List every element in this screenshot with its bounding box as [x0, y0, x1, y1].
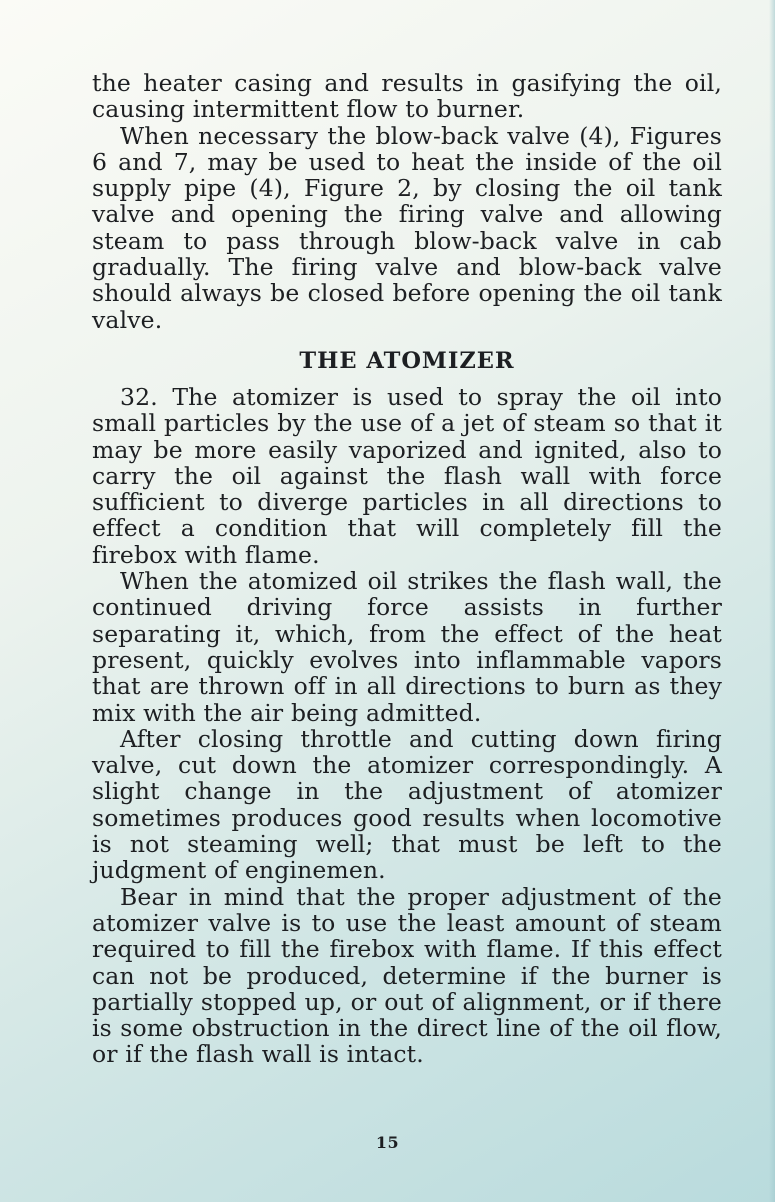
page-edge-shadow — [769, 0, 775, 1202]
paragraph-flash-wall: When the atomized oil strikes the flash wall, the continued driving force assists in further separating it, which, from the effect of the heat present, quickly evolves into inflammable vapors that are thrown off in all directions to burn as they mix with the air being admitted. — [92, 567, 722, 727]
page-number: 15 — [375, 1133, 400, 1152]
page-body — [92, 70, 722, 1068]
paragraph-proper-adjustment: Bear in mind that the proper adjustment of the atomizer valve is to use the least amount of steam required to fill the firebox with flame. If this effect can not be produced, determine if the burner is partially stopped up, or out of alignment, or if there is some obstruction in the direct line of the oil flow, or if the flash wall is intact. — [92, 882, 722, 1069]
paragraph-blow-back-valve: When necessary the blow-back valve (4), Figures 6 and 7, may be used to heat the inside of the oil supply pipe (4), Figure 2, by closing the oil tank valve and opening the firing valve and allowing steam to pass through blow-back valve in cab gradually. The firing valve and blow-back valve should always be closed before opening the oil tank valve. — [92, 121, 722, 334]
paragraph-continued: the heater casing and results in gasifying the oil, causing intermittent flow to burner. — [92, 69, 722, 124]
paragraph-adjustment: After closing throttle and cutting down firing valve, cut down the atomizer correspondingly. A slight change in the adjustment of atomizer sometimes produces good results when locomotive is not steaming well; that must be left to the judgment of enginemen. — [92, 724, 722, 885]
section-heading: THE ATOMIZER — [299, 347, 515, 374]
paragraph-atomizer-purpose: 32. The atomizer is used to spray the oil into small particles by the use of a jet of steam so that it may be more easily vaporized and ignited, also to carry the oil against the flash wall with force sufficient to diverge particles in all directions to effect a condition that will completely fill the firebox with flame. — [92, 382, 722, 569]
